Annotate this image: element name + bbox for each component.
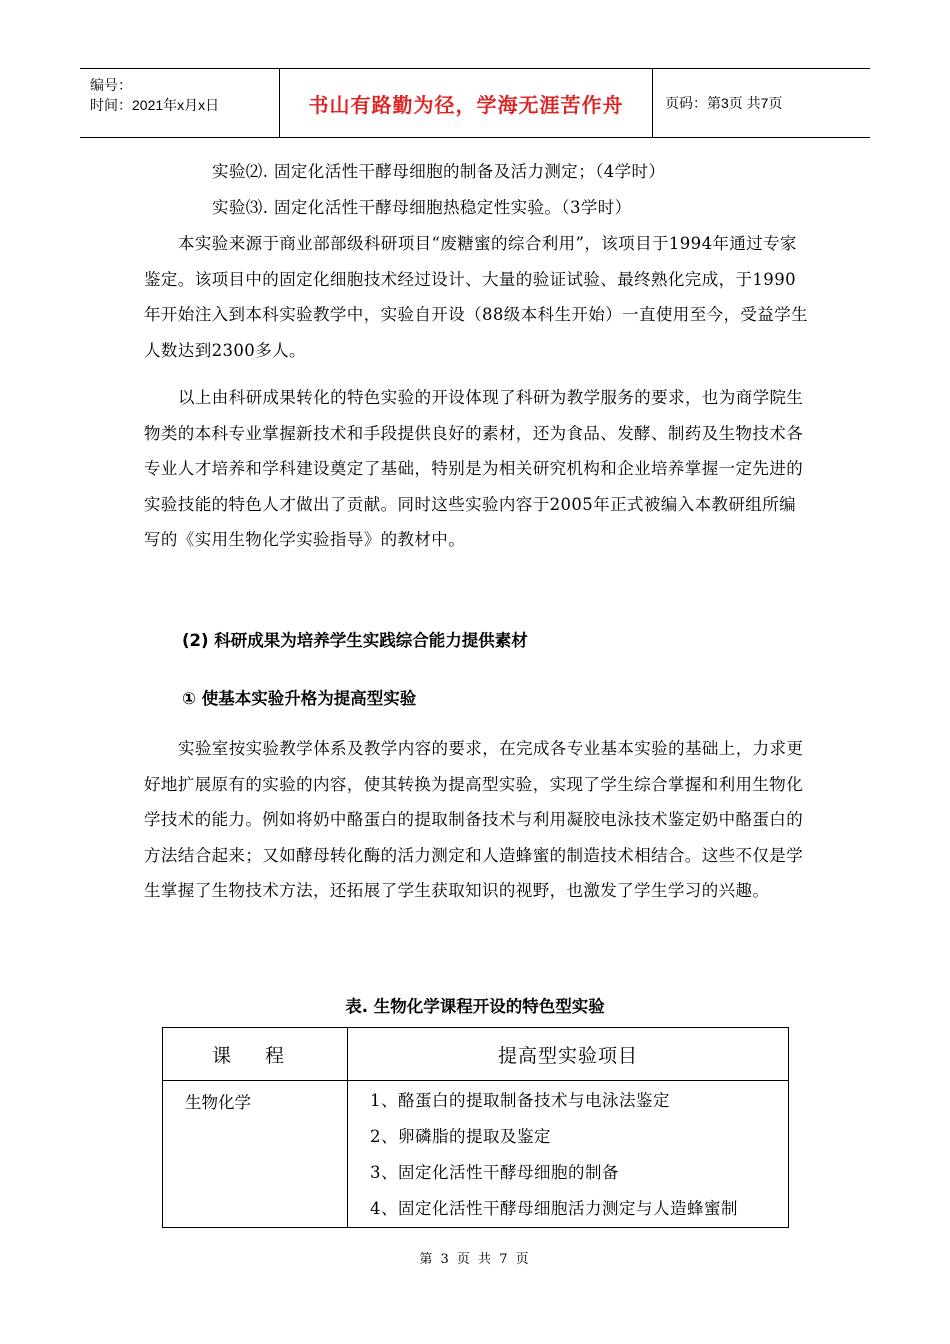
- list-item: 1、酪蛋白的提取制备技术与电泳法鉴定: [370, 1091, 670, 1110]
- list-item: 4、固定化活性干酵母细胞活力测定与人造蜂蜜制: [370, 1199, 738, 1218]
- list-item: 3、固定化活性干酵母细胞的制备: [370, 1163, 619, 1182]
- paragraph-project-origin: 本实验来源于商业部部级科研项目“废糖蜜的综合利用”，该项目于1994年通过专家鉴定。该项目中的固定化细胞技术经过设计、大量的验证试验、最终熟化完成，于1990年开始注入到本科实验教学中，实验自开设（88级本科生开始）一直使用至今，受益学生人数达到2300多人。: [144, 234, 808, 360]
- header-motto: 书山有路勤为径，学海无涯苦作舟: [280, 69, 653, 137]
- table-cell-items: [348, 1081, 789, 1228]
- list-item: 2、卵磷脂的提取及鉴定: [370, 1127, 551, 1146]
- table-header-row: [163, 1028, 789, 1081]
- section-heading-2: (2) 科研成果为培养学生实践综合能力提供素材: [182, 631, 528, 650]
- table-caption: 表. 生物化学课程开设的特色型实验: [345, 997, 605, 1016]
- paragraph-advanced-experiments: 实验室按实验教学体系及教学内容的要求，在完成各专业基本实验的基础上，力求更好地扩展原有的实验的内容，使其转换为提高型实验，实现了学生综合掌握和利用生物化学技术的能力。例如将奶中酪蛋白的提取制备技术与利用凝胶电泳技术鉴定奶中酪蛋白的方法结合起来；又如酵母转化酶的活力测定和人造蜂蜜的制造技术相结合。这些不仅是学生掌握了生物技术方法，还拓展了学生获取知识的视野，也激发了学生学习的兴趣。: [144, 739, 804, 900]
- table-cell-course: 生物化学: [163, 1081, 348, 1228]
- table-header-course: 课 程: [163, 1028, 348, 1081]
- page-footer: 第 3 页 共 7 页: [419, 1252, 531, 1267]
- paragraph-research-conversion: 以上由科研成果转化的特色实验的开设体现了科研为教学服务的要求，也为商学院生物类的本科专业掌握新技术和手段提供良好的素材，还为食品、发酵、制药及生物技术各专业人才培养和学科建设奠定了基础，特别是为相关研究机构和企业培养掌握一定先进的实验技能的特色人才做出了贡献。同时这些实验内容于2005年正式被编入本教研组所编写的《实用生物化学实验指导》的教材中。: [144, 388, 804, 549]
- page-header: [80, 68, 870, 138]
- experiment-table: [162, 1027, 789, 1228]
- header-number: 编号：: [90, 77, 132, 93]
- table-header-items: 提高型实验项目: [348, 1028, 789, 1081]
- subsection-heading-1: ① 使基本实验升格为提高型实验: [182, 689, 417, 708]
- header-date: 时间：2021年x月x日: [90, 97, 220, 113]
- experiment-3-line: 实验⑶. 固定化活性干酵母细胞热稳定性实验。（3学时）: [212, 198, 632, 217]
- table-row: [163, 1081, 789, 1228]
- experiment-2-line: 实验⑵. 固定化活性干酵母细胞的制备及活力测定；（4学时）: [212, 162, 666, 181]
- header-page-number: 页码：第3页 共7页: [665, 95, 783, 111]
- header-meta: [80, 69, 280, 137]
